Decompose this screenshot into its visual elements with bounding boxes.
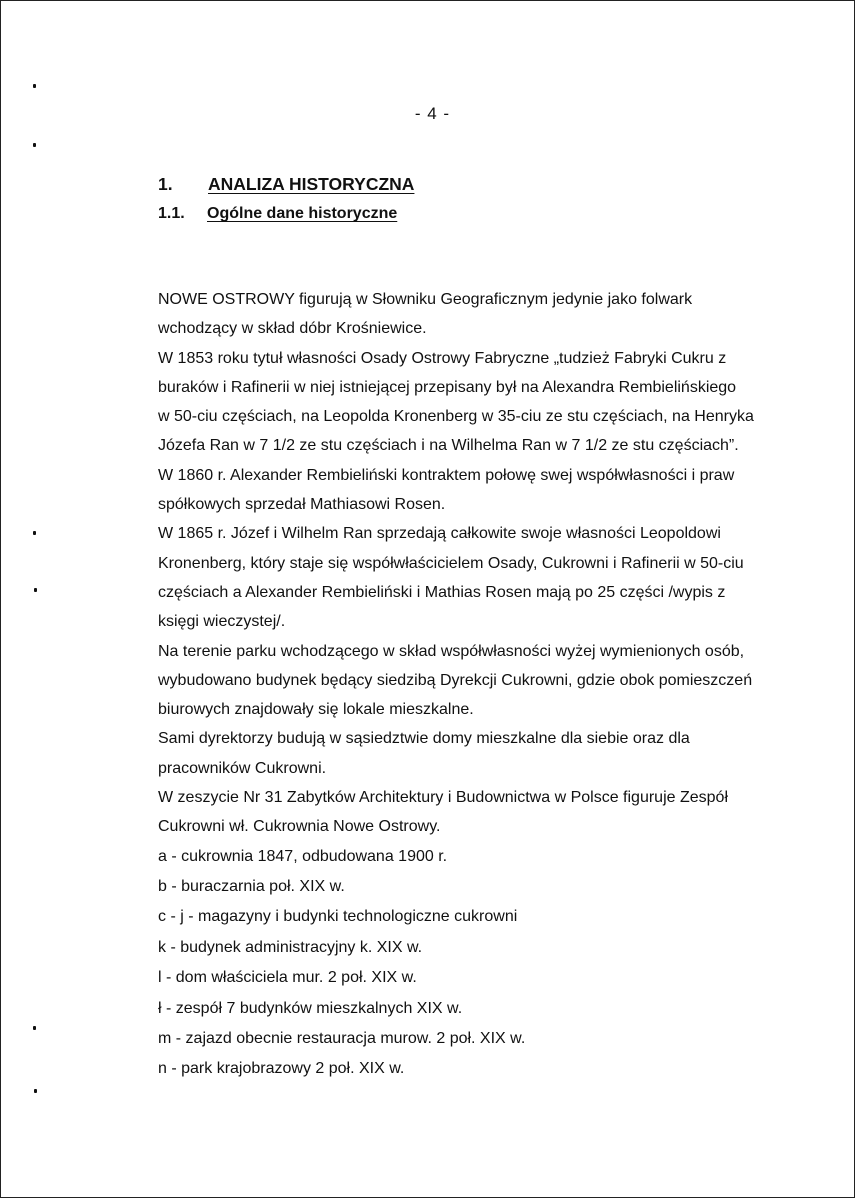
scan-mark xyxy=(34,1089,37,1093)
list-item: c - j - magazyny i budynki technologiczne cukrowni xyxy=(158,908,518,926)
scan-mark xyxy=(34,588,37,592)
section-number: 1. xyxy=(158,174,173,194)
list-item: k - budynek administracyjny k. XIX w. xyxy=(158,938,423,956)
body-line: spółkowych sprzedał Mathiasowi Rosen. xyxy=(158,496,446,514)
scan-mark xyxy=(33,84,36,88)
body-line: W 1853 roku tytuł własności Osady Ostrowy Fabryczne „tudzież Fabryki Cukru z xyxy=(158,349,727,367)
body-line: w 50-ciu częściach, na Leopolda Kronenberg w 35-ciu ze stu częściach, na Henryka xyxy=(158,408,754,426)
page-number: - 4 - xyxy=(414,104,451,123)
body-text xyxy=(158,285,818,1085)
subsection-title: Ogólne dane historyczne xyxy=(207,205,398,222)
scan-mark xyxy=(33,531,36,535)
subsection-heading xyxy=(158,197,818,231)
body-line: buraków i Rafinerii w niej istniejącej przepisany był na Alexandra Rembielińskiego xyxy=(158,378,737,396)
scan-mark xyxy=(33,1026,36,1030)
body-line: wchodzący w skład dóbr Krośniewice. xyxy=(158,320,427,338)
list-item: m - zajazd obecnie restauracja murow. 2 poł. XIX w. xyxy=(158,1030,526,1048)
body-line: Cukrowni wł. Cukrownia Nowe Ostrowy. xyxy=(158,818,441,836)
list-item: a - cukrownia 1847, odbudowana 1900 r. xyxy=(158,847,448,865)
body-line: Sami dyrektorzy budują w sąsiedztwie domy mieszkalne dla siebie oraz dla xyxy=(158,730,690,748)
body-line: Na terenie parku wchodzącego w skład współwłasności wyżej wymienionych osób, xyxy=(158,642,745,660)
body-line: W zeszycie Nr 31 Zabytków Architektury i Budownictwa w Polsce figuruje Zespół xyxy=(158,789,728,807)
subsection-number: 1.1. xyxy=(158,205,185,222)
body-line: biurowych znajdowały się lokale mieszkalne. xyxy=(158,701,474,719)
body-line: księgi wieczystej/. xyxy=(158,613,286,631)
list-item: n - park krajobrazowy 2 poł. XIX w. xyxy=(158,1060,405,1078)
section-heading xyxy=(158,171,818,197)
list-item: ł - zespół 7 budynków mieszkalnych XIX w. xyxy=(158,999,463,1017)
body-line: W 1860 r. Alexander Rembieliński kontraktem połowę swej współwłasności i praw xyxy=(158,466,735,484)
body-line: Kronenberg, który staje się współwłaścicielem Osady, Cukrowni i Rafinerii w 50-ciu xyxy=(158,554,744,572)
body-line: pracowników Cukrowni. xyxy=(158,759,327,777)
body-line: Józefa Ran w 7 1/2 ze stu częściach i na Wilhelma Ran w 7 1/2 ze stu częściach”. xyxy=(158,437,739,455)
body-line: W 1865 r. Józef i Wilhelm Ran sprzedają całkowite swoje własności Leopoldowi xyxy=(158,525,721,543)
scan-mark xyxy=(33,143,36,147)
list-item: l - dom właściciela mur. 2 poł. XIX w. xyxy=(158,969,417,987)
document-content xyxy=(158,171,818,1085)
body-line: wybudowano budynek będący siedzibą Dyrekcji Cukrowni, gdzie obok pomieszczeń xyxy=(158,671,753,689)
list-item: b - buraczarnia poł. XIX w. xyxy=(158,878,345,896)
body-line: częściach a Alexander Rembieliński i Mathias Rosen mają po 25 części /wypis z xyxy=(158,583,726,601)
body-line: NOWE OSTROWY figurują w Słowniku Geograficznym jedynie jako folwark xyxy=(158,291,693,308)
section-title: ANALIZA HISTORYCZNA xyxy=(208,174,415,194)
